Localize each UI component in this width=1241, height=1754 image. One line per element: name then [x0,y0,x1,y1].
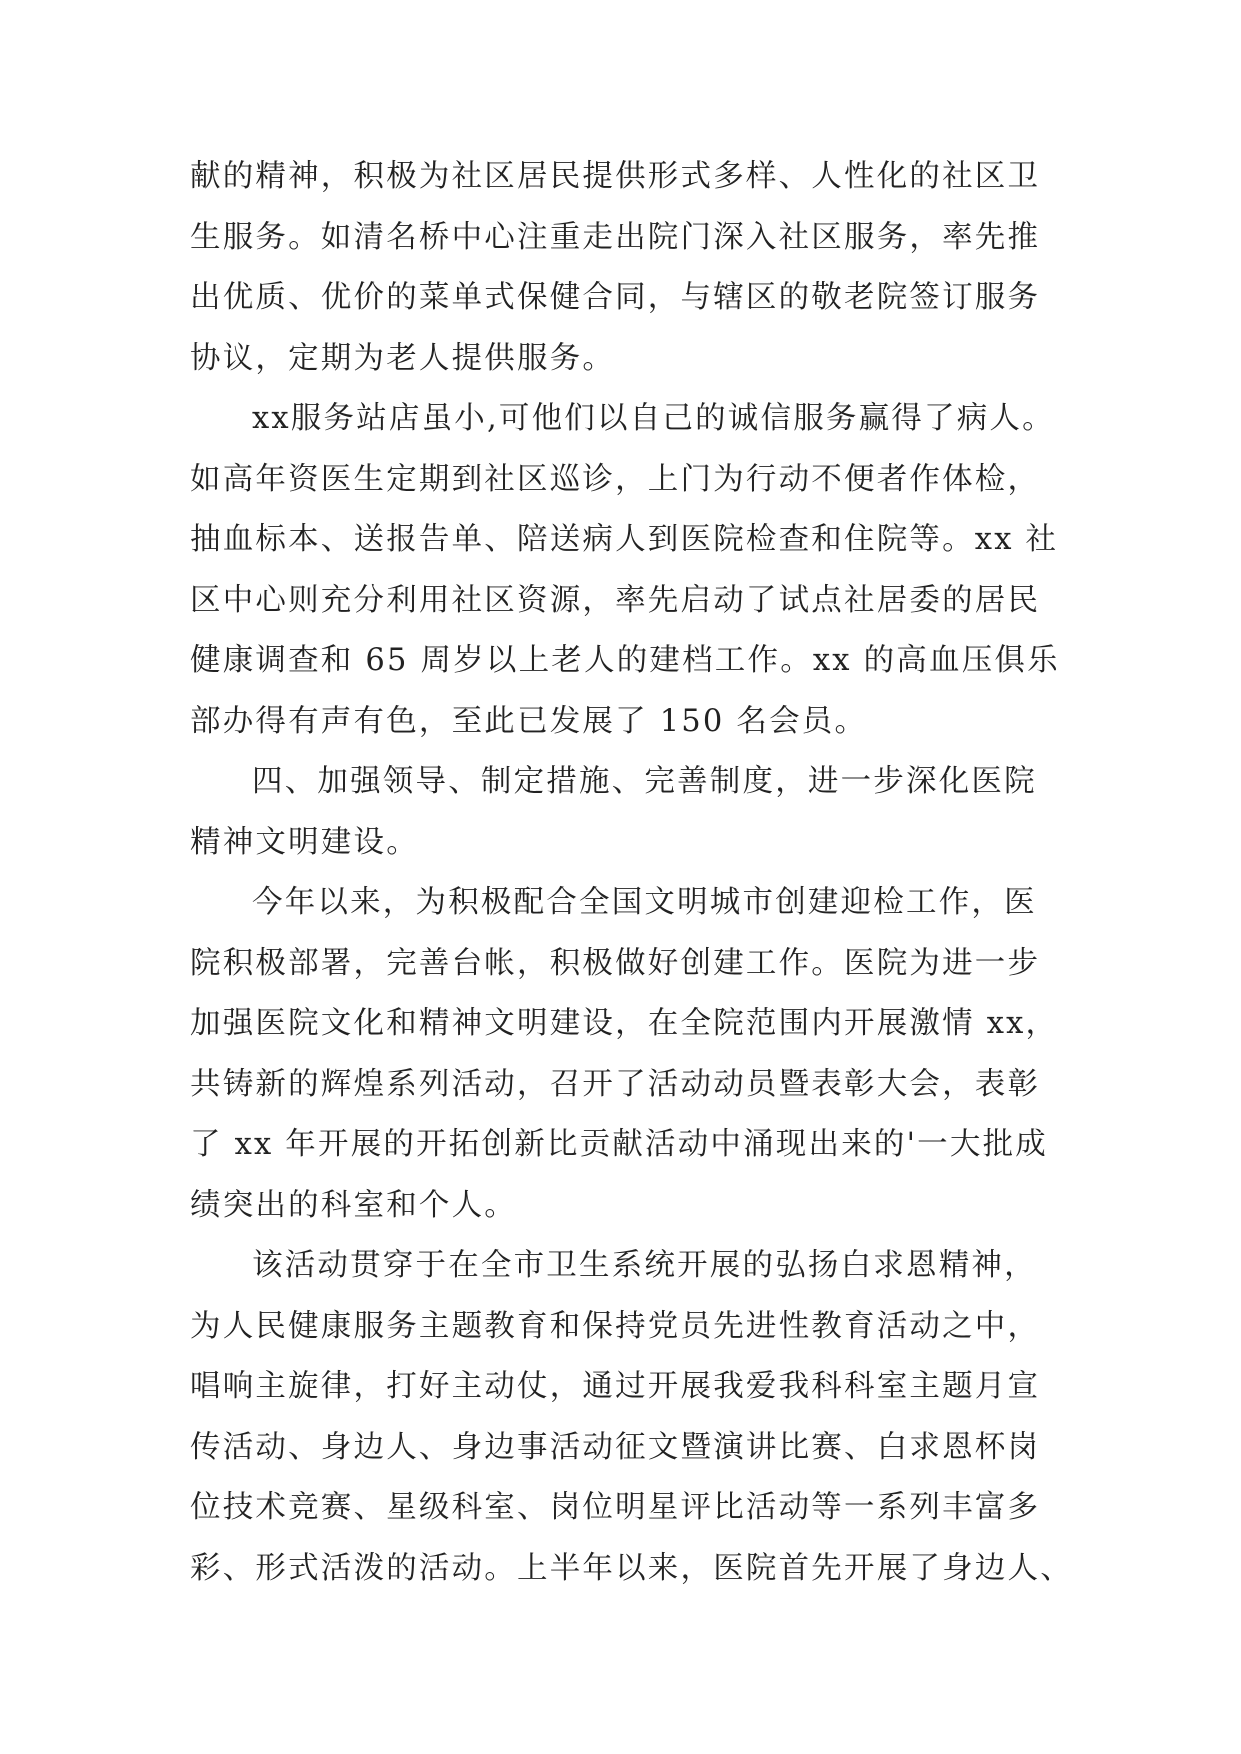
paragraph-first-line: 四、加强领导、制定措施、完善制度，进一步深化医院 [252,764,1037,799]
text-line: 院积极部署，完善台帐，积极做好创建工作。医院为进一步 [190,945,1041,981]
text-line: 为人民健康服务主题教育和保持党员先进性教育活动之中， [190,1308,1041,1344]
text-line: 区中心则充分利用社区资源，率先启动了试点社居委的居民 [190,582,1041,618]
text-line: 绩突出的科室和个人。 [190,1187,517,1223]
text-line: 健康调查和 65 周岁以上老人的建档工作。xx 的高血压俱乐 [190,643,1060,678]
text-line: 加强医院文化和精神文明建设，在全院范围内开展激情 xx， [190,1006,1059,1041]
paragraph-first-line: 今年以来，为积极配合全国文明城市创建迎检工作，医 [252,885,1037,920]
text-line: 出优质、优价的菜单式保健合同，与辖区的敬老院签订服务 [190,280,1041,315]
text-line: 传活动、身边人、身边事活动征文暨演讲比赛、白求恩杯岗 [190,1429,1041,1465]
text-line: 位技术竞赛、星级科室、岗位明星评比活动等一系列丰富多 [190,1490,1041,1525]
text-line: 共铸新的辉煌系列活动，召开了活动动员暨表彰大会，表彰 [190,1066,1041,1102]
text-line: 彩、形式活泼的活动。上半年以来，医院首先开展了身边人、 [190,1550,1073,1586]
text-line: 献的精神，积极为社区居民提供形式多样、人性化的社区卫 [190,159,1041,194]
paragraph-first-line: xx服务站店虽小,可他们以自己的诚信服务赢得了病人。 [252,401,1055,436]
text-line: 如高年资医生定期到社区巡诊，上门为行动不便者作体检， [190,461,1041,497]
text-line: 部办得有声有色，至此已发展了 150 名会员。 [190,703,868,739]
text-line: 生服务。如清名桥中心注重走出院门深入社区服务，率先推 [190,219,1041,255]
text-line: 精神文明建设。 [190,824,419,860]
paragraph-first-line: 该活动贯穿于在全市卫生系统开展的弘扬白求恩精神， [252,1248,1037,1283]
text-line: 唱响主旋律，打好主动仗，通过开展我爱我科科室主题月宣 [190,1369,1041,1404]
text-line: 协议，定期为老人提供服务。 [190,340,616,376]
document-body-text [190,147,1073,1599]
text-line: 抽血标本、送报告单、陪送病人到医院检查和住院等。xx 社 [190,522,1059,557]
text-line: 了 xx 年开展的开拓创新比贡献活动中涌现出来的'一大批成 [190,1127,1048,1162]
